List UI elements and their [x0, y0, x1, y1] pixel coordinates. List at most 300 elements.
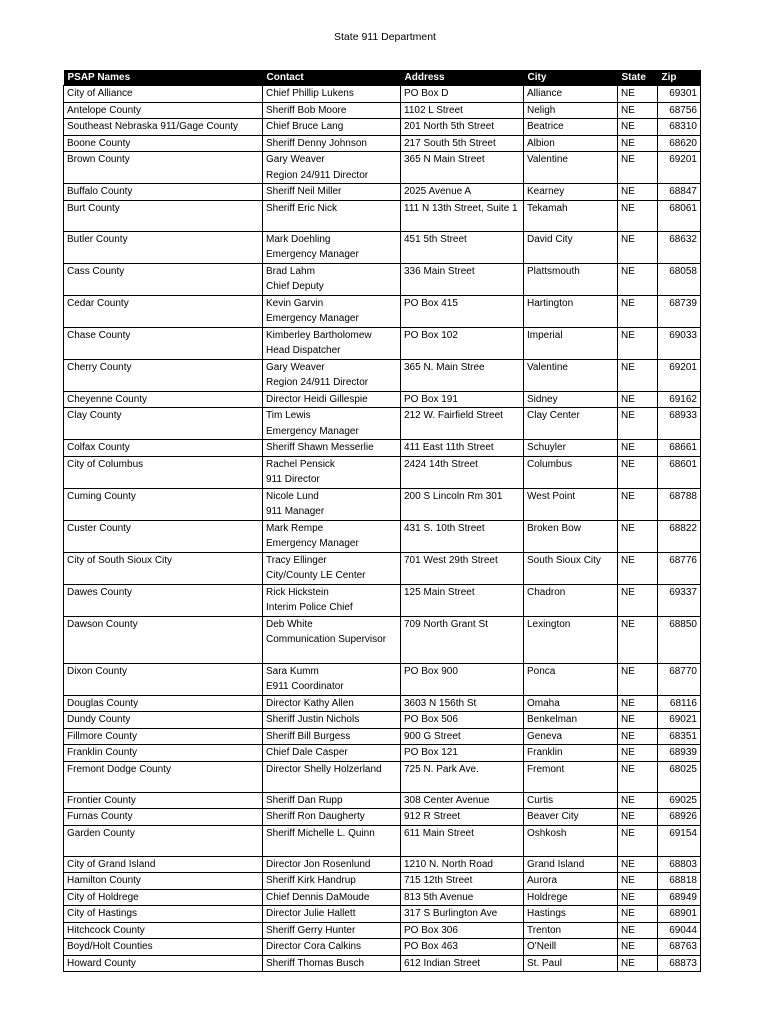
state-cell: NE — [618, 359, 658, 391]
table-row — [64, 712, 701, 729]
city-cell: Valentine — [524, 152, 618, 184]
zip-cell: 68620 — [658, 135, 701, 152]
contact-cell — [263, 456, 401, 488]
column-header-address: Address — [401, 70, 524, 86]
city-cell: Lexington — [524, 616, 618, 663]
contact-name: Sheriff Justin Nichols — [266, 714, 360, 725]
city-cell: Geneva — [524, 728, 618, 745]
table-row — [64, 584, 701, 616]
contact-title: City/County LE Center — [266, 570, 366, 581]
zip-cell: 68770 — [658, 663, 701, 695]
state-cell: NE — [618, 119, 658, 136]
table-row — [64, 761, 701, 792]
contact-name: Gary Weaver — [266, 154, 325, 165]
state-cell: NE — [618, 825, 658, 856]
zip-cell: 69033 — [658, 327, 701, 359]
table-row — [64, 889, 701, 906]
contact-name: Tracy Ellinger — [266, 554, 327, 566]
contact-title: Emergency Manager — [266, 425, 359, 437]
psap-table — [63, 70, 701, 972]
table-row — [64, 856, 701, 873]
psap-name-cell: Cheyenne County — [64, 391, 263, 408]
table-row — [64, 263, 701, 295]
psap-name-cell: Antelope County — [64, 102, 263, 119]
table-row — [64, 695, 701, 712]
contact-cell — [263, 440, 401, 457]
address-cell: PO Box 415 — [401, 295, 524, 327]
zip-cell: 68739 — [658, 295, 701, 327]
address-cell: 111 N 13th Street, Suite 1 — [401, 200, 524, 231]
table-row — [64, 616, 701, 663]
contact-name: Tim Lewis — [266, 410, 311, 421]
zip-cell: 68632 — [658, 231, 701, 263]
city-cell: Neligh — [524, 102, 618, 119]
zip-cell: 68061 — [658, 200, 701, 231]
state-cell: NE — [618, 584, 658, 616]
zip-cell: 68776 — [658, 552, 701, 584]
contact-name: Nicole Lund — [266, 490, 319, 502]
address-cell: 1210 N. North Road — [401, 856, 524, 873]
city-cell: Franklin — [524, 745, 618, 762]
zip-cell: 68933 — [658, 408, 701, 440]
address-cell: PO Box 506 — [401, 712, 524, 729]
table-row — [64, 86, 701, 103]
city-cell: Chadron — [524, 584, 618, 616]
state-cell: NE — [618, 152, 658, 184]
city-cell: Beaver City — [524, 809, 618, 826]
address-cell: 2025 Avenue A — [401, 184, 524, 201]
city-cell: West Point — [524, 488, 618, 520]
psap-name-cell: Cass County — [64, 263, 263, 295]
state-cell: NE — [618, 922, 658, 939]
table-row — [64, 359, 701, 391]
address-cell: PO Box D — [401, 86, 524, 103]
state-cell: NE — [618, 873, 658, 890]
table-row — [64, 488, 701, 520]
zip-cell: 69337 — [658, 584, 701, 616]
table-header-row — [64, 70, 701, 86]
contact-cell — [263, 391, 401, 408]
contact-name: Kimberley Bartholomew — [266, 329, 372, 341]
table-row — [64, 520, 701, 552]
city-cell: Beatrice — [524, 119, 618, 136]
city-cell: Sidney — [524, 391, 618, 408]
state-cell: NE — [618, 889, 658, 906]
table-row — [64, 102, 701, 119]
contact-cell — [263, 488, 401, 520]
contact-cell — [263, 408, 401, 440]
address-cell: 813 5th Avenue — [401, 889, 524, 906]
city-cell: Tekamah — [524, 200, 618, 231]
contact-title: 911 Manager — [266, 506, 325, 517]
address-cell: 125 Main Street — [401, 584, 524, 616]
contact-title: Interim Police Chief — [266, 602, 353, 613]
psap-name-cell: Frontier County — [64, 792, 263, 809]
zip-cell: 68788 — [658, 488, 701, 520]
table-row — [64, 809, 701, 826]
table-row — [64, 152, 701, 184]
contact-cell — [263, 263, 401, 295]
state-cell: NE — [618, 552, 658, 584]
contact-name: Mark Rempe — [266, 522, 324, 534]
contact-cell — [263, 520, 401, 552]
psap-name-cell: City of South Sioux City — [64, 552, 263, 584]
contact-cell — [263, 889, 401, 906]
state-cell: NE — [618, 488, 658, 520]
address-cell: 200 S Lincoln Rm 301 — [401, 488, 524, 520]
table-row — [64, 873, 701, 890]
address-cell: 701 West 29th Street — [401, 552, 524, 584]
state-cell: NE — [618, 102, 658, 119]
table-row — [64, 391, 701, 408]
table-row — [64, 728, 701, 745]
psap-name-cell: Fremont Dodge County — [64, 761, 263, 792]
zip-cell: 68939 — [658, 745, 701, 762]
city-cell: Albion — [524, 135, 618, 152]
contact-name: Sheriff Kirk Handrup — [266, 875, 356, 886]
contact-title: Region 24/911 Director — [266, 377, 369, 388]
address-cell: 411 East 11th Street — [401, 440, 524, 457]
table-row — [64, 119, 701, 136]
table-row — [64, 456, 701, 488]
zip-cell: 69162 — [658, 391, 701, 408]
page-title: State 911 Department — [334, 31, 436, 43]
city-cell: Kearney — [524, 184, 618, 201]
contact-name: Sara Kumm — [266, 665, 319, 677]
contact-name: Chief Bruce Lang — [266, 121, 344, 132]
contact-name: Sheriff Dan Rupp — [266, 794, 343, 806]
contact-cell — [263, 955, 401, 972]
address-cell: 336 Main Street — [401, 263, 524, 295]
city-cell: Curtis — [524, 792, 618, 809]
contact-name: Sheriff Eric Nick — [266, 202, 337, 214]
contact-name: Director Jon Rosenlund — [266, 858, 371, 870]
contact-name: Chief Phillip Lukens — [266, 88, 354, 99]
psap-name-cell: Dawes County — [64, 584, 263, 616]
contact-name: Sheriff Denny Johnson — [266, 137, 367, 149]
zip-cell: 68116 — [658, 695, 701, 712]
contact-title: Communication Supervisor — [266, 634, 387, 645]
contact-cell — [263, 86, 401, 103]
state-cell: NE — [618, 856, 658, 873]
state-cell: NE — [618, 391, 658, 408]
address-cell: 201 North 5th Street — [401, 119, 524, 136]
contact-cell — [263, 135, 401, 152]
address-cell: 725 N. Park Ave. — [401, 761, 524, 792]
contact-name: Sheriff Michelle L. Quinn — [266, 827, 375, 839]
state-cell: NE — [618, 456, 658, 488]
psap-name-cell: Cedar County — [64, 295, 263, 327]
zip-cell: 68058 — [658, 263, 701, 295]
psap-name-cell: Buffalo County — [64, 184, 263, 201]
contact-cell — [263, 584, 401, 616]
psap-name-cell: City of Alliance — [64, 86, 263, 103]
contact-name: Chief Dennis DaMoude — [266, 891, 370, 903]
city-cell: Oshkosh — [524, 825, 618, 856]
state-cell: NE — [618, 327, 658, 359]
contact-name: Director Shelly Holzerland — [266, 763, 382, 775]
contact-cell — [263, 616, 401, 663]
contact-cell — [263, 939, 401, 956]
zip-cell: 69021 — [658, 712, 701, 729]
contact-cell — [263, 327, 401, 359]
psap-name-cell: Boone County — [64, 135, 263, 152]
table-row — [64, 552, 701, 584]
zip-cell: 69201 — [658, 359, 701, 391]
contact-cell — [263, 695, 401, 712]
contact-name: Chief Dale Casper — [266, 747, 348, 758]
zip-cell: 69201 — [658, 152, 701, 184]
contact-cell — [263, 152, 401, 184]
contact-cell — [263, 663, 401, 695]
address-cell: PO Box 191 — [401, 391, 524, 408]
psap-name-cell: Brown County — [64, 152, 263, 184]
zip-cell: 69044 — [658, 922, 701, 939]
contact-name: Brad Lahm — [266, 265, 315, 277]
contact-cell — [263, 792, 401, 809]
table-row — [64, 663, 701, 695]
contact-name: Sheriff Gerry Hunter — [266, 924, 356, 936]
zip-cell: 68850 — [658, 616, 701, 663]
psap-name-cell: Cuming County — [64, 488, 263, 520]
zip-cell: 68803 — [658, 856, 701, 873]
contact-name: Rick Hickstein — [266, 586, 329, 598]
table-row — [64, 955, 701, 972]
psap-name-cell: Burt County — [64, 200, 263, 231]
contact-cell — [263, 761, 401, 792]
zip-cell: 68901 — [658, 906, 701, 923]
contact-cell — [263, 873, 401, 890]
contact-cell — [263, 856, 401, 873]
zip-cell: 69154 — [658, 825, 701, 856]
contact-name: Sheriff Shawn Messerlie — [266, 442, 374, 453]
state-cell: NE — [618, 761, 658, 792]
psap-name-cell: Howard County — [64, 955, 263, 972]
contact-cell — [263, 552, 401, 584]
state-cell: NE — [618, 712, 658, 729]
psap-name-cell: Chase County — [64, 327, 263, 359]
contact-cell — [263, 295, 401, 327]
column-header-psap-names: PSAP Names — [64, 70, 263, 86]
state-cell: NE — [618, 231, 658, 263]
zip-cell: 68025 — [658, 761, 701, 792]
contact-name: Sheriff Ron Daugherty — [266, 811, 365, 822]
address-cell: 3603 N 156th St — [401, 695, 524, 712]
column-header-state: State — [618, 70, 658, 86]
contact-title: Chief Deputy — [266, 281, 324, 292]
psap-name-cell: Dundy County — [64, 712, 263, 729]
state-cell: NE — [618, 135, 658, 152]
address-cell: 912 R Street — [401, 809, 524, 826]
contact-name: Sheriff Thomas Busch — [266, 957, 365, 969]
state-cell: NE — [618, 440, 658, 457]
zip-cell: 68601 — [658, 456, 701, 488]
psap-name-cell: City of Holdrege — [64, 889, 263, 906]
state-cell: NE — [618, 263, 658, 295]
psap-name-cell: Hamilton County — [64, 873, 263, 890]
contact-name: Mark Doehling — [266, 233, 331, 245]
contact-cell — [263, 184, 401, 201]
city-cell: Broken Bow — [524, 520, 618, 552]
contact-title: Emergency Manager — [266, 313, 359, 324]
psap-name-cell: Clay County — [64, 408, 263, 440]
city-cell: Fremont — [524, 761, 618, 792]
address-cell: 715 12th Street — [401, 873, 524, 890]
address-cell: 431 S. 10th Street — [401, 520, 524, 552]
contact-title: 911 Director — [266, 474, 320, 485]
psap-name-cell: City of Columbus — [64, 456, 263, 488]
address-cell: 212 W. Fairfield Street — [401, 408, 524, 440]
psap-name-cell: Butler County — [64, 231, 263, 263]
address-cell: PO Box 900 — [401, 663, 524, 695]
contact-name: Deb White — [266, 618, 313, 630]
contact-cell — [263, 231, 401, 263]
contact-cell — [263, 906, 401, 923]
city-cell: South Sioux City — [524, 552, 618, 584]
contact-cell — [263, 119, 401, 136]
city-cell: Holdrege — [524, 889, 618, 906]
address-cell: 317 S Burlington Ave — [401, 906, 524, 923]
state-cell: NE — [618, 728, 658, 745]
city-cell: Schuyler — [524, 440, 618, 457]
zip-cell: 68763 — [658, 939, 701, 956]
city-cell: Alliance — [524, 86, 618, 103]
zip-cell: 68873 — [658, 955, 701, 972]
contact-cell — [263, 359, 401, 391]
city-cell: Benkelman — [524, 712, 618, 729]
address-cell: PO Box 121 — [401, 745, 524, 762]
psap-name-cell: Douglas County — [64, 695, 263, 712]
contact-cell — [263, 922, 401, 939]
table-row — [64, 408, 701, 440]
contact-title: E911 Coordinator — [266, 681, 344, 692]
state-cell: NE — [618, 939, 658, 956]
psap-name-cell: Southeast Nebraska 911/Gage County — [64, 119, 263, 136]
city-cell: O'Neill — [524, 939, 618, 956]
city-cell: Hastings — [524, 906, 618, 923]
address-cell: 365 N. Main Stree — [401, 359, 524, 391]
zip-cell: 69301 — [658, 86, 701, 103]
state-cell: NE — [618, 184, 658, 201]
city-cell: Aurora — [524, 873, 618, 890]
contact-name: Director Cora Calkins — [266, 941, 362, 952]
psap-name-cell: Fillmore County — [64, 728, 263, 745]
psap-name-cell: Dixon County — [64, 663, 263, 695]
state-cell: NE — [618, 616, 658, 663]
column-header-city: City — [524, 70, 618, 86]
zip-cell: 69025 — [658, 792, 701, 809]
table-row — [64, 939, 701, 956]
table-row — [64, 922, 701, 939]
table-row — [64, 906, 701, 923]
zip-cell: 68661 — [658, 440, 701, 457]
table-row — [64, 440, 701, 457]
state-cell: NE — [618, 663, 658, 695]
psap-name-cell: Hitchcock County — [64, 922, 263, 939]
psap-name-cell: City of Hastings — [64, 906, 263, 923]
table-row — [64, 327, 701, 359]
psap-name-cell: City of Grand Island — [64, 856, 263, 873]
contact-name: Kevin Garvin — [266, 297, 324, 309]
zip-cell: 68351 — [658, 728, 701, 745]
city-cell: Imperial — [524, 327, 618, 359]
table-row — [64, 200, 701, 231]
table-row — [64, 135, 701, 152]
contact-name: Sheriff Neil Miller — [266, 186, 342, 197]
state-cell: NE — [618, 809, 658, 826]
state-cell: NE — [618, 792, 658, 809]
contact-title: Head Dispatcher — [266, 345, 341, 356]
state-cell: NE — [618, 295, 658, 327]
address-cell: 900 G Street — [401, 728, 524, 745]
contact-cell — [263, 809, 401, 826]
contact-name: Sheriff Bob Moore — [266, 104, 347, 116]
psap-name-cell: Colfax County — [64, 440, 263, 457]
zip-cell: 68847 — [658, 184, 701, 201]
city-cell: Trenton — [524, 922, 618, 939]
city-cell: Omaha — [524, 695, 618, 712]
contact-name: Rachel Pensick — [266, 458, 335, 470]
address-cell: 217 South 5th Street — [401, 135, 524, 152]
state-cell: NE — [618, 695, 658, 712]
address-cell: 2424 14th Street — [401, 456, 524, 488]
zip-cell: 68818 — [658, 873, 701, 890]
contact-cell — [263, 102, 401, 119]
address-cell: 365 N Main Street — [401, 152, 524, 184]
address-cell: 709 North Grant St — [401, 616, 524, 663]
column-header-zip: Zip — [658, 70, 701, 86]
address-cell: 308 Center Avenue — [401, 792, 524, 809]
state-cell: NE — [618, 906, 658, 923]
state-cell: NE — [618, 520, 658, 552]
state-cell: NE — [618, 955, 658, 972]
address-cell: PO Box 463 — [401, 939, 524, 956]
psap-name-cell: Franklin County — [64, 745, 263, 762]
table-body — [64, 86, 701, 972]
table-row — [64, 745, 701, 762]
address-cell: 1102 L Street — [401, 102, 524, 119]
contact-name: Director Kathy Allen — [266, 697, 354, 709]
contact-cell — [263, 728, 401, 745]
zip-cell: 68822 — [658, 520, 701, 552]
zip-cell: 68949 — [658, 889, 701, 906]
table-row — [64, 825, 701, 856]
table-row — [64, 792, 701, 809]
city-cell: Hartington — [524, 295, 618, 327]
zip-cell: 68926 — [658, 809, 701, 826]
state-cell: NE — [618, 86, 658, 103]
contact-cell — [263, 825, 401, 856]
zip-cell: 68756 — [658, 102, 701, 119]
contact-cell — [263, 200, 401, 231]
state-cell: NE — [618, 408, 658, 440]
psap-name-cell: Furnas County — [64, 809, 263, 826]
contact-name: Director Julie Hallett — [266, 908, 356, 919]
contact-name: Gary Weaver — [266, 361, 325, 373]
psap-name-cell: Boyd/Holt Counties — [64, 939, 263, 956]
city-cell: St. Paul — [524, 955, 618, 972]
city-cell: Valentine — [524, 359, 618, 391]
contact-title: Emergency Manager — [266, 249, 359, 260]
contact-title: Region 24/911 Director — [266, 169, 369, 181]
column-header-contact: Contact — [263, 70, 401, 86]
zip-cell: 68310 — [658, 119, 701, 136]
psap-name-cell: Dawson County — [64, 616, 263, 663]
city-cell: Grand Island — [524, 856, 618, 873]
table-row — [64, 231, 701, 263]
contact-name: Sheriff Bill Burgess — [266, 730, 351, 742]
table-row — [64, 184, 701, 201]
